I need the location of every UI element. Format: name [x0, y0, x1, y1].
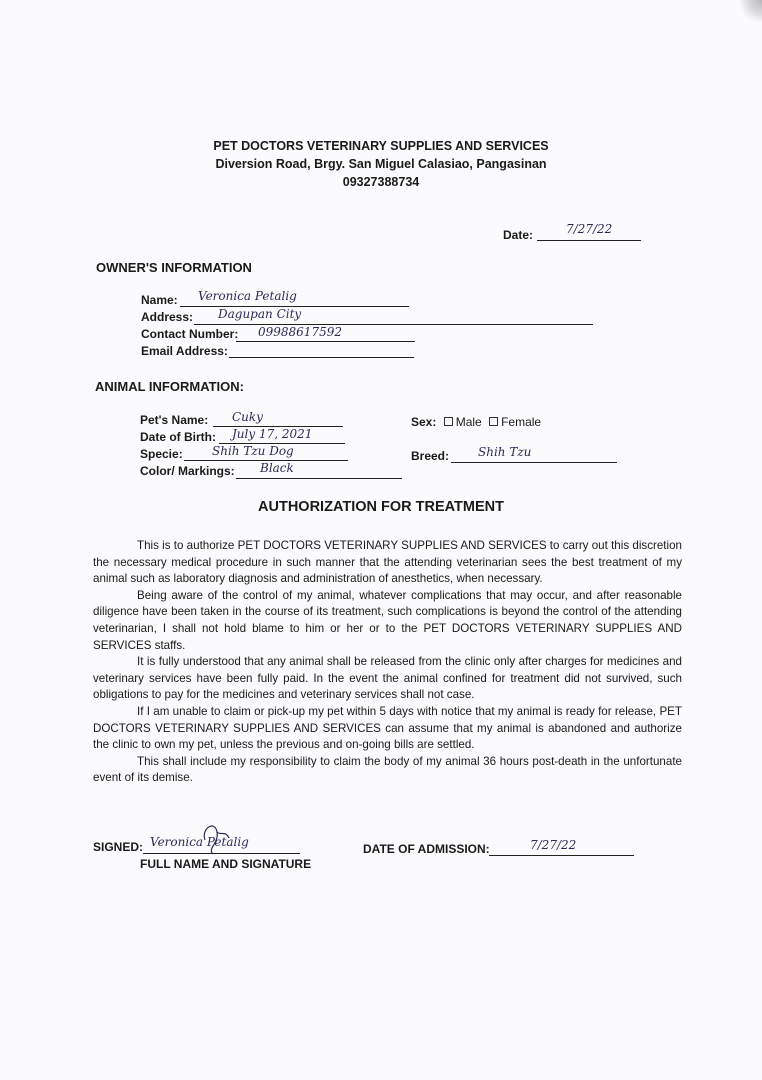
signature-flourish — [195, 818, 235, 858]
color-markings-value[interactable]: Black — [260, 461, 294, 475]
sex-female-option: Female — [501, 415, 542, 429]
owner-address-label: Address: — [141, 310, 194, 324]
pet-name-value[interactable]: Cuky — [232, 410, 263, 424]
specie-label: Specie: — [140, 447, 183, 461]
clinic-address: Diversion Road, Brgy. San Miguel Calasiao, Pangasinan — [215, 157, 547, 171]
email-label: Email Address: — [141, 344, 228, 358]
breed-label: Breed: — [411, 449, 450, 463]
owner-info-heading: OWNER'S INFORMATION — [96, 260, 252, 275]
sex-label: Sex: — [411, 415, 437, 429]
color-markings-label: Color/ Markings: — [140, 464, 235, 478]
pet-name-label: Pet's Name: — [140, 413, 209, 427]
owner-address-line — [194, 324, 593, 325]
owner-name-value[interactable]: Veronica Petalig — [198, 289, 297, 303]
signature-value[interactable]: Veronica Petalig — [150, 835, 249, 849]
owner-address-value[interactable]: Dagupan City — [218, 307, 302, 321]
authorization-body — [93, 538, 682, 787]
sex-male-checkbox[interactable] — [444, 417, 453, 426]
dob-value[interactable]: July 17, 2021 — [232, 427, 313, 441]
color-markings-line — [236, 478, 402, 479]
authorization-title: AUTHORIZATION FOR TREATMENT — [258, 499, 504, 515]
dob-label: Date of Birth: — [140, 430, 216, 444]
authorization-paragraph: It is fully understood that any animal shall be released from the clinic only after charges for medicines and veterinary services have been fully paid. In the event the animal confined for treatment did not survived, such obligations to pay for the medicines and veterinary services shall not case. — [93, 655, 682, 702]
breed-value[interactable]: Shih Tzu — [478, 445, 532, 459]
clinic-name: PET DOCTORS VETERINARY SUPPLIES AND SERVICES — [213, 139, 549, 153]
date-line — [537, 240, 641, 241]
authorization-paragraph: If I am unable to claim or pick-up my pet within 5 days with notice that my animal is ready for release, PET DOCTORS VETERINARY SUPPLIES AND SERVICES can assume that my animal is abandoned and authorize the clinic to own my pet, unless the previous and on-going bills are settled. — [93, 704, 682, 752]
contact-number-value[interactable]: 09988617592 — [258, 325, 342, 339]
clinic-phone: 09327388734 — [342, 175, 420, 189]
authorization-paragraph: Being aware of the control of my animal, whatever complications that may occur, and after reasonable diligence have been taken in the course of its treatment, such complications is beyond the control of the attending veterinarian, I shall not hold blame to him or her or to the PET DOCTORS VETERINARY SUPPLIES AND SERVICES staffs. — [93, 588, 682, 652]
sex-female-checkbox[interactable] — [489, 417, 498, 426]
authorization-paragraph: This is to authorize PET DOCTORS VETERINARY SUPPLIES AND SERVICES to carry out this discretion the necessary medical procedure in such manner that the attending veterinarian sees the best treatment of my animal such as laboratory diagnosis and administration of anesthetics, when necessary. — [93, 539, 682, 586]
sex-male-option: Male — [455, 415, 482, 429]
contact-number-label: Contact Number: — [141, 327, 239, 341]
breed-line — [451, 462, 617, 463]
specie-value[interactable]: Shih Tzu Dog — [212, 444, 294, 458]
sex-field — [411, 415, 541, 429]
email-line — [229, 357, 414, 358]
signature-caption: FULL NAME AND SIGNATURE — [140, 857, 312, 871]
animal-info-heading: ANIMAL INFORMATION: — [95, 379, 244, 394]
date-value[interactable]: 7/27/22 — [566, 222, 613, 236]
signed-label: SIGNED: — [93, 840, 144, 854]
contact-number-line — [236, 341, 415, 342]
page-corner-fold — [740, 0, 762, 22]
date-label: Date: — [503, 228, 534, 242]
date-of-admission-value[interactable]: 7/27/22 — [530, 838, 577, 852]
date-of-admission-line — [489, 855, 634, 856]
date-of-admission-label: DATE OF ADMISSION: — [363, 842, 490, 856]
owner-name-label: Name: — [141, 293, 178, 307]
authorization-paragraph: This shall include my responsibility to claim the body of my animal 36 hours post-death in the unfortunate event of its demise. — [93, 754, 682, 785]
